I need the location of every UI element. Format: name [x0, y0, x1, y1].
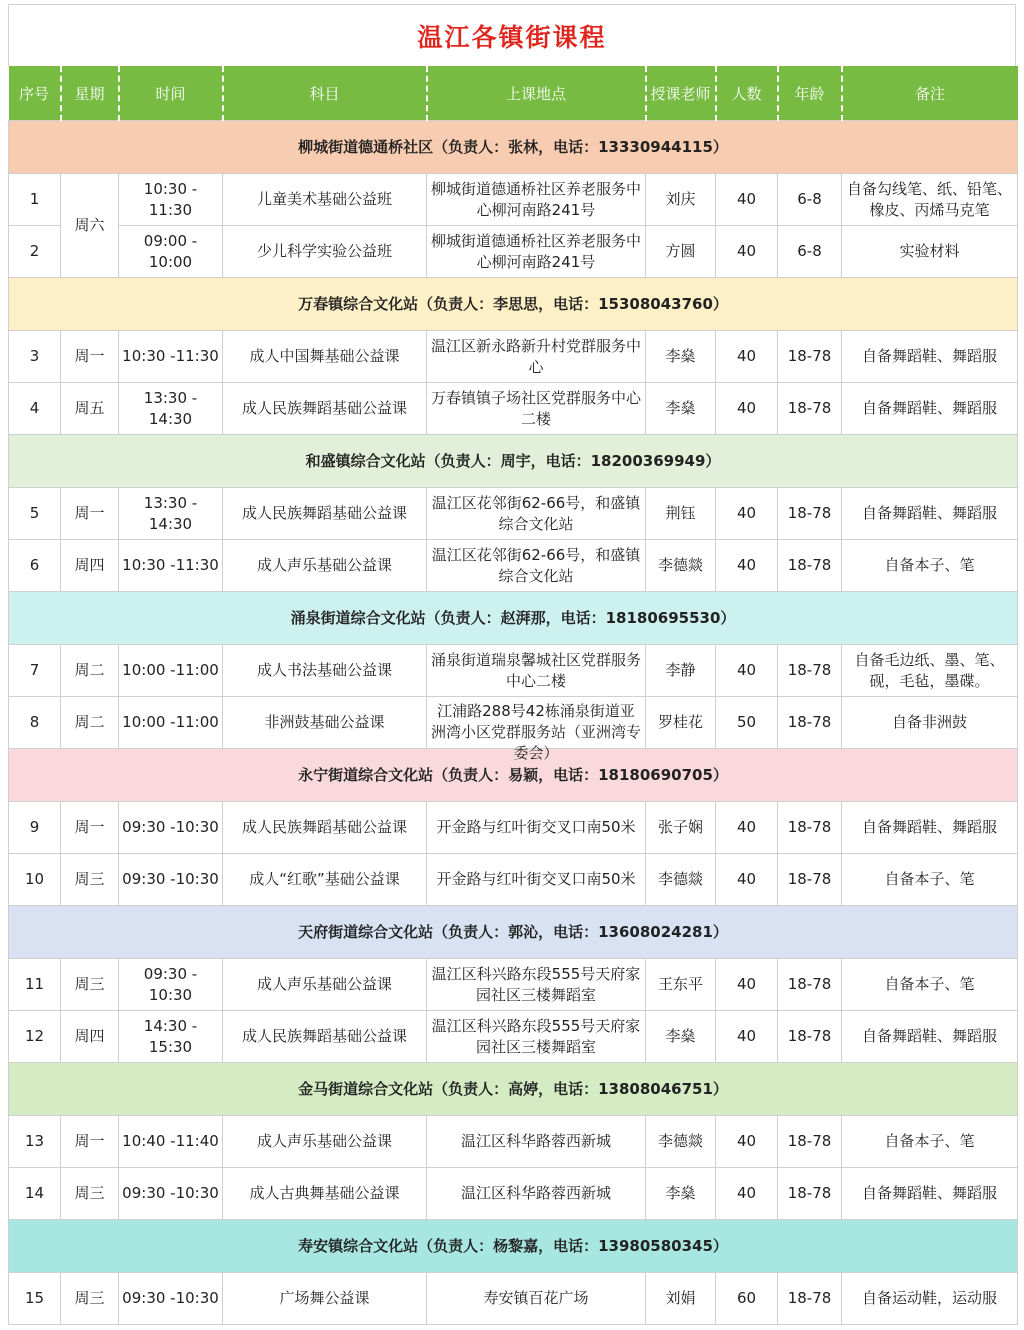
cell-no: 10 — [9, 854, 61, 906]
section-label: 寿安镇综合文化站（负责人：杨黎嘉，电话：13980580345） — [9, 1220, 1018, 1273]
cell-no: 12 — [9, 1011, 61, 1063]
cell-note: 自备运动鞋，运动服 — [842, 1273, 1018, 1325]
cell-place — [427, 1116, 646, 1168]
cell-time: 10:30 - 11:30 — [119, 174, 223, 226]
cell-age: 18-78 — [778, 697, 842, 749]
cell-teacher: 李燊 — [646, 383, 716, 435]
cell-subject: 少儿科学实验公益班 — [223, 226, 427, 278]
cell-age: 18-78 — [778, 802, 842, 854]
cell-no: 3 — [9, 331, 61, 383]
cell-count: 50 — [716, 697, 778, 749]
cell-age: 18-78 — [778, 331, 842, 383]
cell-place — [427, 802, 646, 854]
cell-time: 10:30 -11:30 — [119, 540, 223, 592]
cell-subject: 成人“红歌”基础公益课 — [223, 854, 427, 906]
cell-time: 10:40 -11:40 — [119, 1116, 223, 1168]
cell-teacher: 方圆 — [646, 226, 716, 278]
cell-note: 自备勾线笔、纸、铅笔、橡皮、丙烯马克笔 — [842, 174, 1018, 226]
cell-day: 周四 — [61, 1011, 119, 1063]
table-row — [9, 383, 1018, 435]
place-text: 开金路与红叶街交叉口南50米 — [436, 818, 636, 836]
cell-time: 10:30 -11:30 — [119, 331, 223, 383]
place-text: 温江区科华路蓉西新城 — [460, 1132, 611, 1150]
course-table — [8, 66, 1018, 1325]
table-row — [9, 802, 1018, 854]
section-label: 永宁街道综合文化站（负责人：易颖，电话：18180690705） — [9, 749, 1018, 802]
cell-subject: 非洲鼓基础公益课 — [223, 697, 427, 749]
cell-place — [427, 383, 646, 435]
cell-time: 10:00 -11:00 — [119, 645, 223, 697]
table-row — [9, 1168, 1018, 1220]
cell-age: 18-78 — [778, 1011, 842, 1063]
header-no: 序号 — [9, 66, 61, 121]
cell-no: 13 — [9, 1116, 61, 1168]
cell-count: 40 — [716, 383, 778, 435]
cell-place — [427, 1273, 646, 1325]
cell-day: 周三 — [61, 1168, 119, 1220]
cell-teacher: 李德燚 — [646, 540, 716, 592]
place-text: 温江区花邻街62-66号，和盛镇综合文化站 — [431, 545, 641, 585]
cell-subject: 儿童美术基础公益班 — [223, 174, 427, 226]
section-label: 涌泉街道综合文化站（负责人：赵湃那，电话：18180695530） — [9, 592, 1018, 645]
cell-count: 40 — [716, 174, 778, 226]
cell-subject: 成人民族舞蹈基础公益课 — [223, 1011, 427, 1063]
cell-count: 40 — [716, 488, 778, 540]
place-text: 柳城街道德通桥社区养老服务中心柳河南路241号 — [430, 231, 641, 271]
cell-note: 自备舞蹈鞋、舞蹈服 — [842, 488, 1018, 540]
cell-no: 7 — [9, 645, 61, 697]
place-text: 温江区科兴路东段555号天府家园社区三楼舞蹈室 — [431, 1016, 641, 1056]
table-row — [9, 645, 1018, 697]
cell-age: 18-78 — [778, 488, 842, 540]
table-row — [9, 174, 1018, 226]
cell-day: 周四 — [61, 540, 119, 592]
cell-note: 自备本子、笔 — [842, 959, 1018, 1011]
cell-place — [427, 331, 646, 383]
cell-age: 18-78 — [778, 1116, 842, 1168]
cell-time: 09:30 -10:30 — [119, 1273, 223, 1325]
table-row — [9, 1273, 1018, 1325]
table-row — [9, 540, 1018, 592]
cell-no: 8 — [9, 697, 61, 749]
cell-subject: 成人声乐基础公益课 — [223, 1116, 427, 1168]
cell-age: 6-8 — [778, 174, 842, 226]
cell-count: 60 — [716, 1273, 778, 1325]
table-row — [9, 226, 1018, 278]
cell-age: 18-78 — [778, 540, 842, 592]
cell-count: 40 — [716, 1011, 778, 1063]
cell-note: 自备毛边纸、墨、笔、砚，毛毡，墨碟。 — [842, 645, 1018, 697]
cell-day: 周三 — [61, 854, 119, 906]
place-text: 开金路与红叶街交叉口南50米 — [436, 870, 636, 888]
cell-no: 11 — [9, 959, 61, 1011]
table-row — [9, 331, 1018, 383]
cell-note: 自备舞蹈鞋、舞蹈服 — [842, 1168, 1018, 1220]
header-age: 年龄 — [778, 66, 842, 121]
cell-teacher: 李燊 — [646, 331, 716, 383]
cell-no: 6 — [9, 540, 61, 592]
cell-age: 6-8 — [778, 226, 842, 278]
cell-count: 40 — [716, 802, 778, 854]
cell-time: 09:30 -10:30 — [119, 802, 223, 854]
cell-note: 实验材料 — [842, 226, 1018, 278]
header-count: 人数 — [716, 66, 778, 121]
table-body — [9, 121, 1018, 1325]
cell-count: 40 — [716, 1168, 778, 1220]
section-row — [9, 906, 1018, 959]
cell-count: 40 — [716, 645, 778, 697]
cell-teacher: 李静 — [646, 645, 716, 697]
section-label: 和盛镇综合文化站（负责人：周宇，电话：18200369949） — [9, 435, 1018, 488]
cell-place — [427, 488, 646, 540]
cell-day: 周二 — [61, 697, 119, 749]
cell-teacher: 王东平 — [646, 959, 716, 1011]
title-bar — [8, 4, 1016, 66]
section-label: 柳城街道德通桥社区（负责人：张林，电话：13330944115） — [9, 121, 1018, 174]
cell-no: 2 — [9, 226, 61, 278]
cell-day: 周一 — [61, 331, 119, 383]
cell-day: 周一 — [61, 488, 119, 540]
place-text: 温江区花邻街62-66号，和盛镇综合文化站 — [431, 493, 641, 533]
table-row — [9, 959, 1018, 1011]
cell-time: 09:00 - 10:00 — [119, 226, 223, 278]
cell-age: 18-78 — [778, 1273, 842, 1325]
cell-day: 周五 — [61, 383, 119, 435]
section-row — [9, 1220, 1018, 1273]
header-row — [9, 66, 1018, 121]
cell-place — [427, 645, 646, 697]
place-text: 涌泉街道瑞泉馨城社区党群服务中心二楼 — [430, 650, 641, 690]
cell-teacher: 罗桂花 — [646, 697, 716, 749]
cell-day: 周二 — [61, 645, 119, 697]
cell-age: 18-78 — [778, 959, 842, 1011]
cell-day: 周六 — [61, 174, 119, 278]
table-row — [9, 488, 1018, 540]
cell-teacher: 张子娴 — [646, 802, 716, 854]
cell-place — [427, 854, 646, 906]
cell-teacher: 李燊 — [646, 1011, 716, 1063]
section-label: 万春镇综合文化站（负责人：李思思，电话：15308043760） — [9, 278, 1018, 331]
cell-subject: 成人书法基础公益课 — [223, 645, 427, 697]
cell-no: 15 — [9, 1273, 61, 1325]
cell-age: 18-78 — [778, 1168, 842, 1220]
cell-subject: 成人民族舞蹈基础公益课 — [223, 488, 427, 540]
cell-place — [427, 174, 646, 226]
cell-place — [427, 226, 646, 278]
cell-time: 10:00 -11:00 — [119, 697, 223, 749]
table-row — [9, 1011, 1018, 1063]
place-text: 温江区科华路蓉西新城 — [460, 1184, 611, 1202]
place-text: 温江区新永路新升村党群服务中心 — [430, 336, 641, 376]
cell-no: 4 — [9, 383, 61, 435]
cell-note: 自备舞蹈鞋、舞蹈服 — [842, 331, 1018, 383]
header-subject: 科目 — [223, 66, 427, 121]
cell-no: 14 — [9, 1168, 61, 1220]
cell-time: 09:30 -10:30 — [119, 854, 223, 906]
cell-note: 自备本子、笔 — [842, 854, 1018, 906]
cell-no: 9 — [9, 802, 61, 854]
cell-teacher: 李德燚 — [646, 854, 716, 906]
cell-teacher: 李燊 — [646, 1168, 716, 1220]
cell-day: 周一 — [61, 802, 119, 854]
cell-teacher: 刘娟 — [646, 1273, 716, 1325]
cell-place — [427, 959, 646, 1011]
cell-count: 40 — [716, 540, 778, 592]
page-title: 温江各镇街课程 — [417, 22, 607, 52]
cell-teacher: 李德燚 — [646, 1116, 716, 1168]
section-label: 天府街道综合文化站（负责人：郭沁，电话：13608024281） — [9, 906, 1018, 959]
cell-note: 自备本子、笔 — [842, 1116, 1018, 1168]
section-row — [9, 278, 1018, 331]
cell-time: 13:30 - 14:30 — [119, 383, 223, 435]
table-row — [9, 1116, 1018, 1168]
header-place: 上课地点 — [427, 66, 646, 121]
cell-subject: 成人中国舞基础公益课 — [223, 331, 427, 383]
cell-time: 09:30 - 10:30 — [119, 959, 223, 1011]
cell-count: 40 — [716, 854, 778, 906]
cell-age: 18-78 — [778, 645, 842, 697]
cell-note: 自备非洲鼓 — [842, 697, 1018, 749]
cell-no: 1 — [9, 174, 61, 226]
cell-no: 5 — [9, 488, 61, 540]
cell-teacher: 荆钰 — [646, 488, 716, 540]
cell-note: 自备舞蹈鞋、舞蹈服 — [842, 383, 1018, 435]
place-text: 江浦路288号42栋涌泉街道亚洲湾小区党群服务站（亚洲湾专委会） — [430, 701, 641, 762]
cell-subject: 成人民族舞蹈基础公益课 — [223, 802, 427, 854]
place-text: 寿安镇百花广场 — [483, 1289, 589, 1307]
section-row — [9, 435, 1018, 488]
table-row — [9, 697, 1018, 749]
cell-note: 自备本子、笔 — [842, 540, 1018, 592]
cell-time: 09:30 -10:30 — [119, 1168, 223, 1220]
cell-day: 周一 — [61, 1116, 119, 1168]
cell-count: 40 — [716, 959, 778, 1011]
cell-place — [427, 1011, 646, 1063]
cell-note: 自备舞蹈鞋、舞蹈服 — [842, 802, 1018, 854]
section-row — [9, 592, 1018, 645]
header-time: 时间 — [119, 66, 223, 121]
cell-subject: 成人民族舞蹈基础公益课 — [223, 383, 427, 435]
cell-day: 周三 — [61, 1273, 119, 1325]
cell-age: 18-78 — [778, 383, 842, 435]
cell-subject: 成人声乐基础公益课 — [223, 540, 427, 592]
header-day: 星期 — [61, 66, 119, 121]
cell-count: 40 — [716, 331, 778, 383]
place-text: 温江区科兴路东段555号天府家园社区三楼舞蹈室 — [431, 964, 641, 1004]
header-teacher: 授课老师 — [646, 66, 716, 121]
header-note: 备注 — [842, 66, 1018, 121]
cell-place — [427, 540, 646, 592]
cell-subject: 成人古典舞基础公益课 — [223, 1168, 427, 1220]
place-text: 万春镇镇子场社区党群服务中心二楼 — [430, 388, 641, 428]
section-row — [9, 1063, 1018, 1116]
cell-day: 周三 — [61, 959, 119, 1011]
table-row — [9, 854, 1018, 906]
cell-age: 18-78 — [778, 854, 842, 906]
section-label: 金马街道综合文化站（负责人：高婷，电话：13808046751） — [9, 1063, 1018, 1116]
cell-note: 自备舞蹈鞋、舞蹈服 — [842, 1011, 1018, 1063]
cell-count: 40 — [716, 1116, 778, 1168]
cell-count: 40 — [716, 226, 778, 278]
cell-place — [427, 1168, 646, 1220]
cell-time: 14:30 - 15:30 — [119, 1011, 223, 1063]
cell-teacher: 刘庆 — [646, 174, 716, 226]
section-row — [9, 121, 1018, 174]
cell-place — [427, 697, 646, 762]
cell-time: 13:30 - 14:30 — [119, 488, 223, 540]
cell-subject: 成人声乐基础公益课 — [223, 959, 427, 1011]
cell-subject: 广场舞公益课 — [223, 1273, 427, 1325]
place-text: 柳城街道德通桥社区养老服务中心柳河南路241号 — [430, 179, 641, 219]
